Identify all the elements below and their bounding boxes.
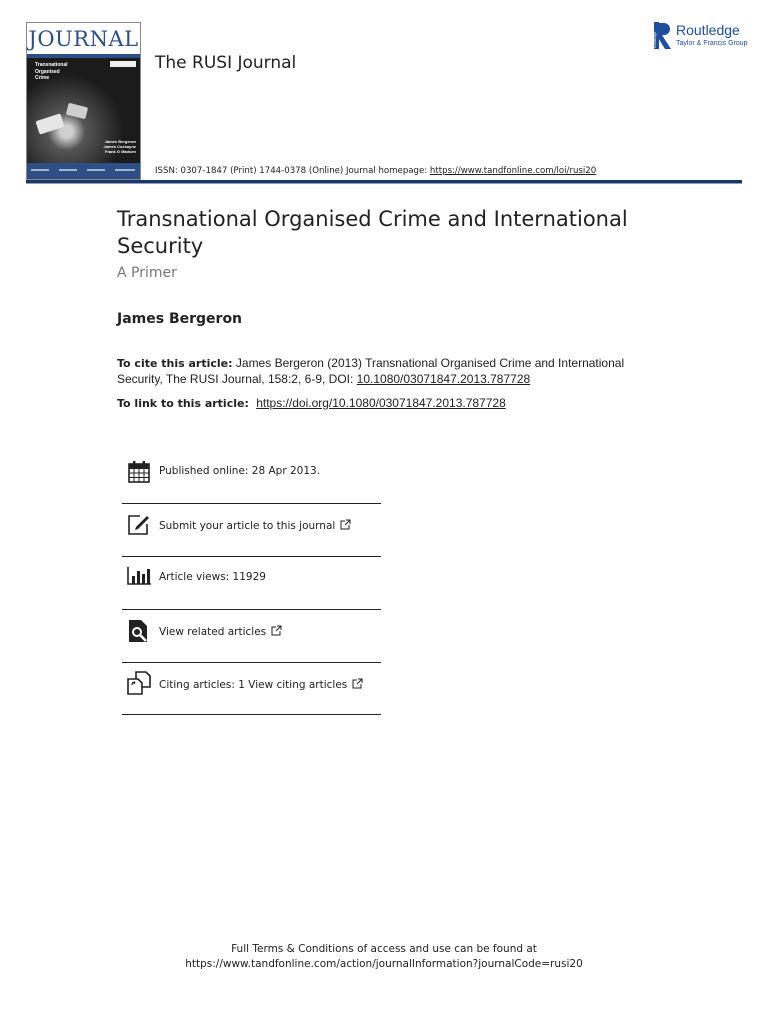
publisher-name: Routledge — [676, 22, 740, 38]
citation-label: To cite this article: — [117, 357, 233, 370]
related-articles-label[interactable]: View related articles — [159, 626, 267, 638]
cover-title-line: Transnational — [35, 62, 68, 68]
info-divider — [122, 714, 381, 715]
info-divider — [122, 556, 381, 557]
cover-authors — [104, 139, 136, 154]
bar-chart-icon — [126, 564, 152, 590]
journal-cover-image — [26, 22, 141, 180]
cover-author: James Bergeron — [104, 139, 136, 144]
citation-text: James Bergeron (2013) Transnational Organised Crime and International Security, The RUSI Journal, 158:2, 6-9, DOI: — [117, 356, 625, 386]
cover-author: Frank G Madsen — [104, 149, 136, 154]
external-link-icon — [340, 519, 351, 530]
cover-title-line: Crime — [35, 75, 50, 81]
related-articles-icon — [126, 618, 152, 644]
cover-author: James Cockayne — [103, 144, 136, 149]
info-divider — [122, 662, 381, 663]
footer-terms-link[interactable]: https://www.tandfonline.com/action/journalInformation?journalCode=rusi20 — [185, 958, 583, 970]
article-author[interactable]: James Bergeron — [117, 311, 243, 327]
citation-block — [117, 356, 657, 387]
cover-title — [35, 62, 95, 82]
citing-articles-label[interactable]: Citing articles: 1 View citing articles — [159, 679, 348, 691]
footer-terms — [0, 942, 768, 972]
article-title: Transnational Organised Crime and International Security — [117, 207, 628, 258]
citing-articles-icon — [126, 670, 152, 696]
external-link-icon — [271, 625, 282, 636]
article-link-label: To link to this article: — [117, 397, 249, 410]
citing-articles-link[interactable] — [159, 678, 363, 692]
journal-name[interactable]: The RUSI Journal — [155, 53, 297, 73]
issn-text: ISSN: 0307-1847 (Print) 1744-0378 (Online) Journal homepage: — [155, 166, 428, 176]
cover-footer-band — [27, 163, 140, 179]
article-views: Article views: 11929 — [159, 571, 266, 583]
journal-homepage-link[interactable]: https://www.tandfonline.com/loi/rusi20 — [429, 166, 597, 176]
edit-icon — [126, 512, 152, 538]
related-articles-link[interactable] — [159, 625, 282, 639]
cover-badge — [110, 61, 136, 67]
article-link-block — [117, 396, 677, 412]
footer-line: Full Terms & Conditions of access and use can be found at — [231, 943, 537, 955]
article-subtitle: A Primer — [117, 265, 177, 281]
citation-doi-link[interactable]: 10.1080/03071847.2013.787728 — [356, 371, 531, 386]
issn-line — [155, 166, 596, 177]
submit-article-link[interactable] — [159, 519, 351, 533]
header-divider-thin — [26, 183, 742, 184]
publisher-group: Taylor & Francis Group — [676, 40, 748, 47]
info-divider — [122, 503, 381, 504]
submit-article-label[interactable]: Submit your article to this journal — [159, 520, 336, 532]
calendar-icon — [126, 459, 152, 485]
info-divider — [122, 609, 381, 610]
routledge-vertical-text: Routledge — [653, 31, 658, 48]
article-doi-url[interactable]: https://doi.org/10.1080/03071847.2013.787728 — [256, 396, 506, 410]
external-link-icon — [352, 678, 363, 689]
published-date: Published online: 28 Apr 2013. — [159, 465, 321, 477]
cover-title-line: Organised — [35, 68, 60, 75]
cover-masthead: JOURNAL — [27, 23, 140, 54]
